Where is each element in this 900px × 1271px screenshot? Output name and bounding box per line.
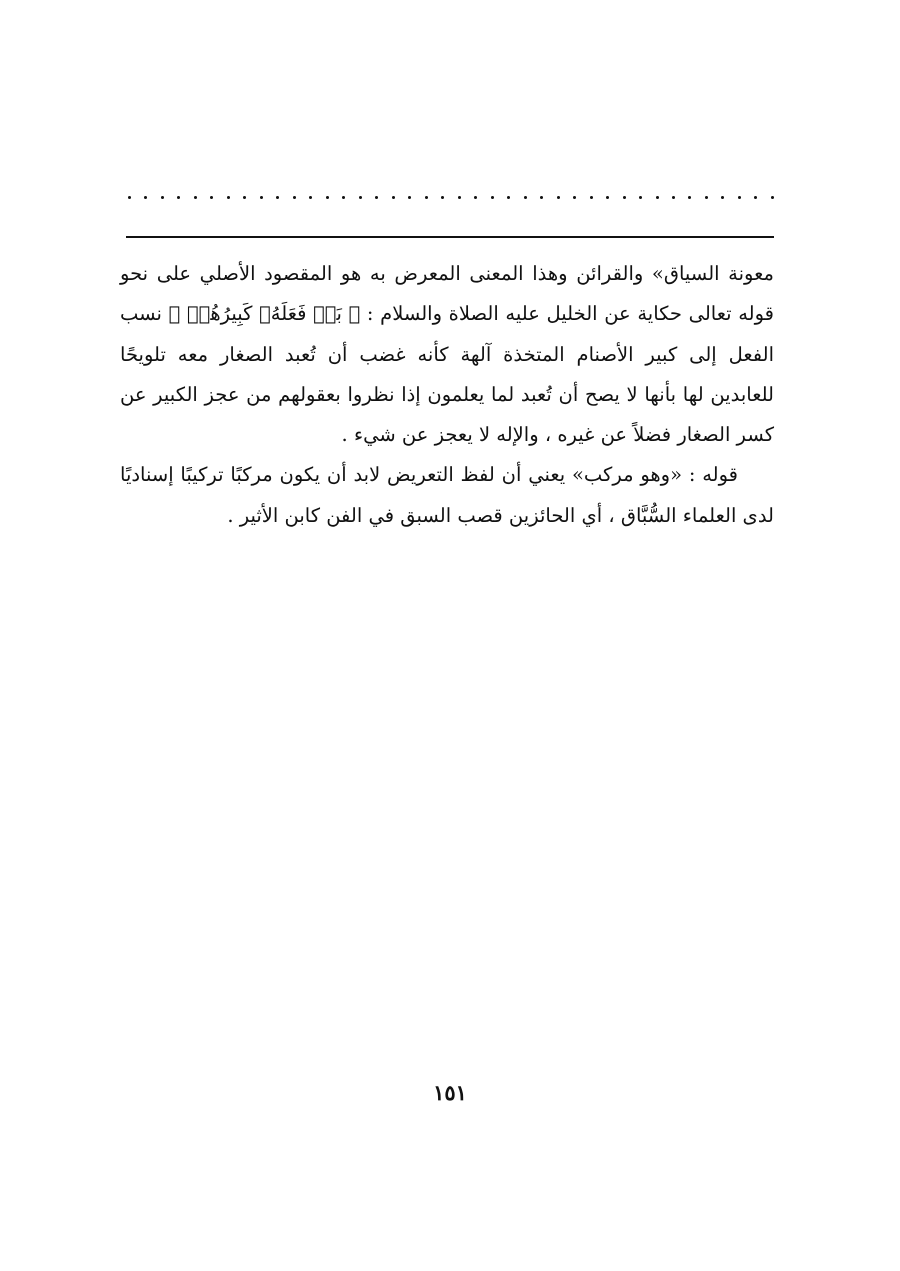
separator-dot <box>688 196 691 199</box>
separator-dot <box>672 196 675 199</box>
quran-verse: ﴿ بَلۡ فَعَلَهُۥ كَبِيرُهُمۡ ﴾ <box>168 302 361 326</box>
page-number: ١٥١ <box>433 1080 467 1105</box>
separator-dot <box>491 196 494 199</box>
separator-dot <box>128 196 131 199</box>
body-text <box>120 254 774 536</box>
separator-dot <box>639 196 642 199</box>
separator-dot <box>309 196 312 199</box>
horizontal-rule <box>126 236 774 238</box>
separator-dot <box>276 196 279 199</box>
separator-dot <box>524 196 527 199</box>
separator-dot <box>177 196 180 199</box>
separator-dot <box>590 196 593 199</box>
paragraph-1-text-before: معونة السياق» والقرائن وهذا المعنى المعرض به هو المقصود الأصلي على نحو قوله تعالى حكاية عن الخليل عليه الصلاة والسلام : <box>120 262 775 326</box>
separator-dot <box>474 196 477 199</box>
separator-dot <box>408 196 411 199</box>
separator-dot <box>540 196 543 199</box>
separator-dot <box>227 196 230 199</box>
separator-dot <box>705 196 708 199</box>
paragraph-1 <box>120 254 774 455</box>
separator-dot <box>161 196 164 199</box>
separator-dot <box>507 196 510 199</box>
separator-dot <box>738 196 741 199</box>
separator-dot <box>194 196 197 199</box>
separator-dot <box>210 196 213 199</box>
separator-dot <box>342 196 345 199</box>
separator-dot <box>359 196 362 199</box>
separator-dot <box>606 196 609 199</box>
dotted-separator <box>128 190 774 204</box>
separator-dot <box>441 196 444 199</box>
separator-dot <box>721 196 724 199</box>
separator-dot <box>557 196 560 199</box>
separator-dot <box>656 196 659 199</box>
paragraph-2: قوله : «وهو مركب» يعني أن لفظ التعريض لابد أن يكون مركبًا تركيبًا إسناديًا لدى العلماء السُّبَّاق ، أي الحائزين قصب السبق في الفن كابن الأثير . <box>120 463 774 527</box>
separator-dot <box>771 196 774 199</box>
separator-dot <box>375 196 378 199</box>
separator-dot <box>754 196 757 199</box>
separator-dot <box>573 196 576 199</box>
separator-dot <box>392 196 395 199</box>
paragraph-1-text-after: نسب الفعل إلى كبير الأصنام المتخذة آلهة كأنه غضب أن تُعبد الصغار معه تلويحًا للعابدين لها بأنها لا يصح أن تُعبد لما يعلمون إذا نظروا بعقولهم من عجز الكبير عن كسر الصغار فضلاً عن غيره ، والإله لا يعجز عن شيء . <box>120 302 774 447</box>
separator-dot <box>260 196 263 199</box>
separator-dot <box>144 196 147 199</box>
separator-dot <box>458 196 461 199</box>
separator-dot <box>243 196 246 199</box>
separator-dot <box>326 196 329 199</box>
separator-dot <box>425 196 428 199</box>
separator-dot <box>623 196 626 199</box>
separator-dot <box>293 196 296 199</box>
